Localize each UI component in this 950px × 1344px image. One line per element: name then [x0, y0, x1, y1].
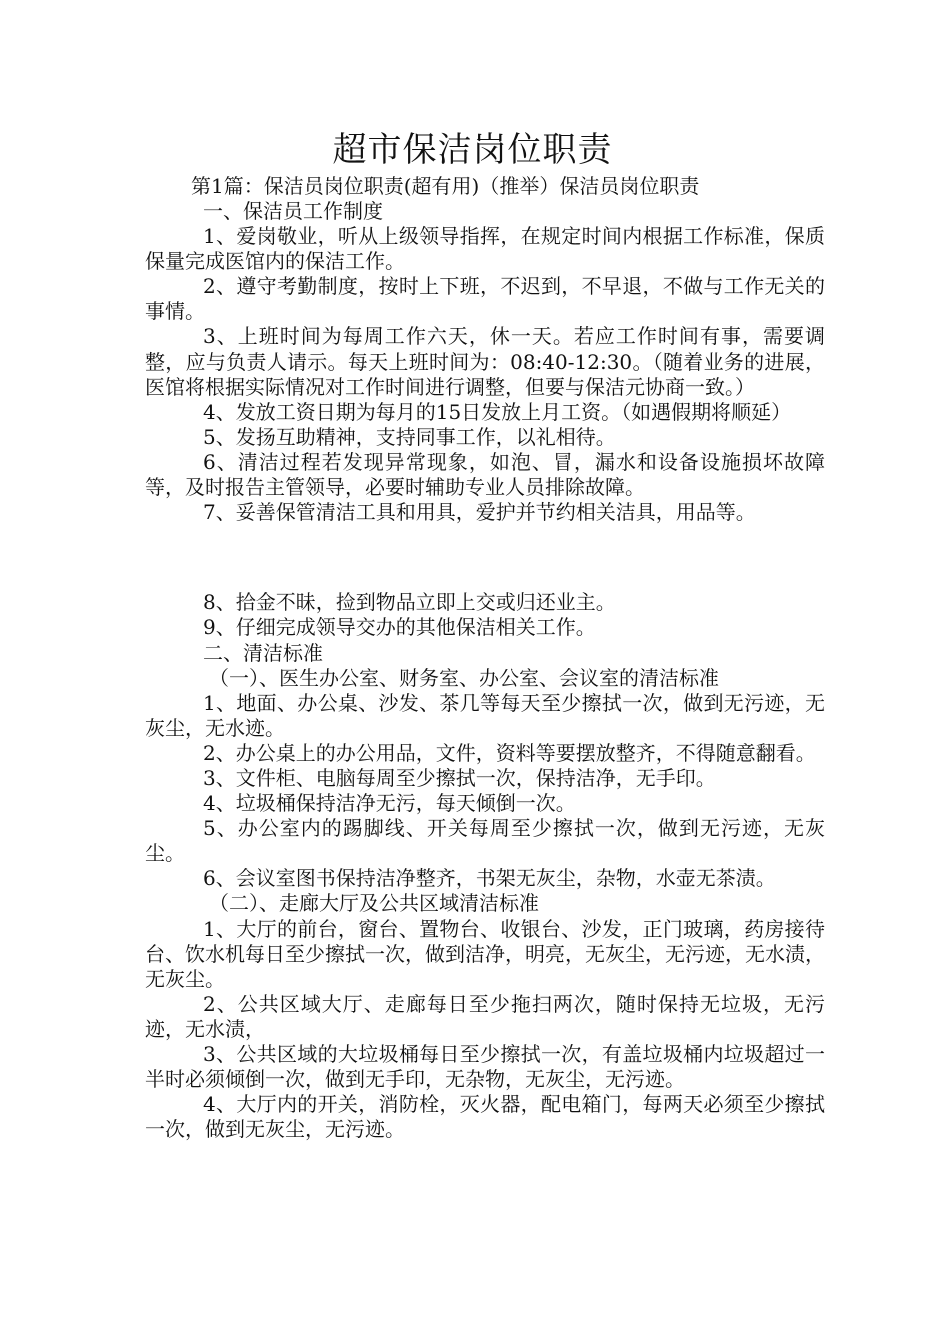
paragraph: 3、上班时间为每周工作六天，休一天。若应工作时间有事，需要调整，应与负责人请示。每天上班时间为：08:40-12:30。（随着业务的进展，医馆将根据实际情况对工作时间进行调整，但要与保洁元协商一致。） — [145, 324, 825, 399]
blank-line — [145, 545, 825, 570]
paragraph: 9、仔细完成领导交办的其他保洁相关工作。 — [203, 615, 596, 640]
paragraph: 1、大厅的前台，窗台、置物台、收银台、沙发，正门玻璃，药房接待台、饮水机每日至少擦拭一次，做到洁净，明亮，无灰尘，无污迹，无水渍，无灰尘。 — [145, 916, 825, 991]
paragraph: 4、发放工资日期为每月的15日发放上月工资。（如遇假期将顺延） — [203, 399, 792, 424]
paragraph: 4、大厅内的开关，消防栓，灭火器，配电箱门，每两天必须至少擦拭一次，做到无灰尘，无污迹。 — [145, 1092, 825, 1142]
paragraph: 5、发扬互助精神，支持同事工作，以礼相待。 — [203, 424, 616, 449]
section-heading: 二、清洁标准 — [203, 640, 323, 665]
document-title: 超市保洁岗位职责 — [332, 130, 613, 170]
paragraph: 6、会议室图书保持洁净整齐，书架无灰尘，杂物，水壶无茶渍。 — [203, 866, 776, 891]
document-subtitle: 第1篇：保洁员岗位职责(超有用)（推举）保洁员岗位职责 — [191, 174, 700, 198]
paragraph: 2、公共区域大厅、走廊每日至少拖扫两次，随时保持无垃圾，无污迹，无水渍， — [145, 991, 825, 1041]
paragraph: 1、地面、办公桌、沙发、茶几等每天至少擦拭一次，做到无污迹，无灰尘，无水迹。 — [145, 690, 825, 740]
paragraph: 5、办公室内的踢脚线、开关每周至少擦拭一次，做到无污迹，无灰尘。 — [145, 816, 825, 866]
paragraph: 2、遵守考勤制度，按时上下班，不迟到，不早退，不做与工作无关的事情。 — [145, 274, 825, 324]
paragraph: 3、文件柜、电脑每周至少擦拭一次，保持洁净，无手印。 — [203, 765, 716, 790]
paragraph: 6、清洁过程若发现异常现象，如泡、冒，漏水和设备设施损坏故障等，及时报告主管领导，必要时辅助专业人员排除故障。 — [145, 449, 825, 500]
subsection-heading: （二）、走廊大厅及公共区域清洁标准 — [209, 891, 539, 916]
paragraph: 2、办公桌上的办公用品，文件，资料等要摆放整齐，不得随意翻看。 — [203, 740, 816, 765]
subsection-heading: （一）、医生办公室、财务室、办公室、会议室的清洁标准 — [209, 665, 719, 690]
paragraph: 8、拾金不昧，捡到物品立即上交或归还业主。 — [203, 590, 616, 615]
paragraph: 7、妥善保管清洁工具和用具，爱护并节约相关洁具，用品等。 — [203, 500, 756, 525]
paragraph: 1、爱岗敬业，听从上级领导指挥，在规定时间内根据工作标准，保质保量完成医馆内的保洁工作。 — [145, 224, 825, 274]
document-body — [145, 199, 825, 1142]
section-heading: 一、保洁员工作制度 — [203, 199, 383, 223]
paragraph: 4、垃圾桶保持洁净无污，每天倾倒一次。 — [203, 791, 576, 816]
paragraph: 3、公共区域的大垃圾桶每日至少擦拭一次，有盖垃圾桶内垃圾超过一半时必须倾倒一次，做到无手印，无杂物，无灰尘，无污迹。 — [145, 1042, 825, 1092]
